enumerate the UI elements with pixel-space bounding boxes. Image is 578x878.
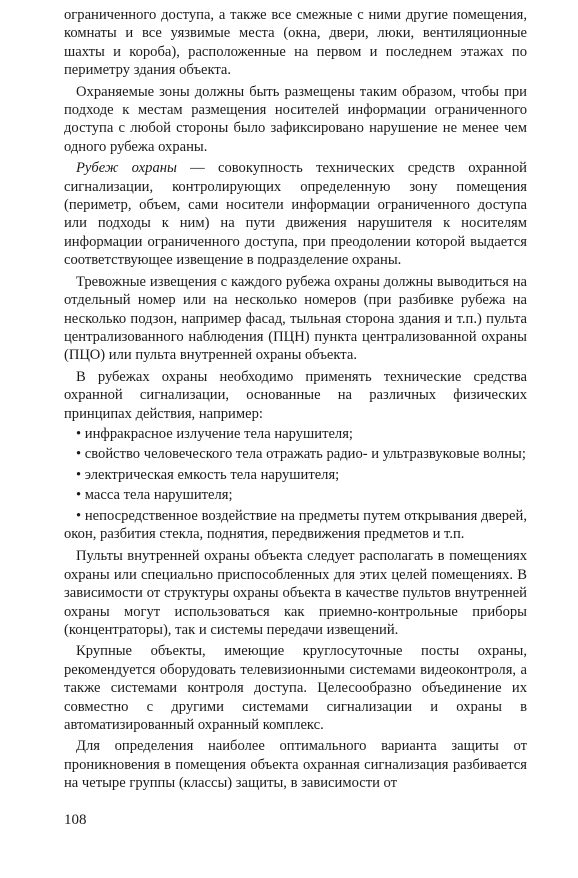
- page-number: 108: [64, 812, 87, 828]
- list-item: • масса тела нарушителя;: [76, 487, 233, 504]
- list-item: • инфракрасное излучение тела нарушителя;: [76, 425, 353, 442]
- list-item: • непосредственное воздействие на предметы путем открывания дверей, окон, разбития стекла, поднятия, передвижения предметов и т.п.: [64, 507, 527, 542]
- list-item: • электрическая емкость тела нарушителя;: [76, 466, 340, 483]
- paragraph-continuation: ограниченного доступа, а также все смежные с ними другие помещения, комнаты и все уязвимые места (окна, двери, люки, вентиляционные шахты и короба), расположенные на первом и последнем этажах по периметру здания объекта.: [64, 7, 527, 79]
- paragraph-physical-principles: В рубежах охраны необходимо применять технические средства охранной сигнализации, основанные на различных физических принципах действия, например:: [64, 368, 527, 422]
- paragraph-large-objects: Крупные объекты, имеющие круглосуточные посты охраны, рекомендуется оборудовать телевизионными системами видеоконтроля, а также системами контроля доступа. Целесообразно объединение их совместно с другими системами сигнализации и охраны в автоматизированный охранный комплекс.: [64, 643, 527, 734]
- document-page: [64, 6, 527, 793]
- paragraph-protection-classes: Для определения наиболее оптимального варианта защиты от проникновения в помещения объекта охранная сигнализация разбивается на четыре группы (классы) защиты, в зависимости от: [64, 738, 527, 792]
- paragraph-protected-zones: Охраняемые зоны должны быть размещены таким образом, чтобы при подходе к местам размещения носителей информации ограниченного доступа с любой стороны было зафиксировано нарушение не менее чем одного рубежа охраны.: [64, 83, 527, 155]
- paragraph-alarm-notifications: Тревожные извещения с каждого рубежа охраны должны выводиться на отдельный номер или на несколько номеров (при разбивке рубежа на несколько подзон, например фасад, тыльная сторона здания и т.п.) пульта централизованного наблюдения (ПЦН) пункта централизованной охраны (ПЦО) или пульта внутренней охраны объекта.: [64, 273, 527, 364]
- list-item: • свойство человеческого тела отражать радио- и ультразвуковые волны;: [76, 446, 526, 463]
- defined-term: Рубеж охраны: [76, 160, 177, 177]
- paragraph-protection-boundary-definition: [64, 159, 527, 269]
- definition-text: — совокупность технических средств охранной сигнализации, контролирующих определенную зону помещения (периметр, объем, сами носители информации ограниченного доступа или подходы к ним) на пути движения нарушителя к носителям информации ограниченного доступа, при преодолении которой выдается соответствующее извещение в подразделение охраны.: [64, 160, 527, 269]
- paragraph-internal-consoles: Пульты внутренней охраны объекта следует располагать в помещениях охраны или специально приспособленных для этих целей помещениях. В зависимости от структуры охраны объекта в качестве пультов внутренней охраны могут использоваться как приемно-контрольные приборы (концентраторы), так и системы передачи извещений.: [64, 548, 527, 638]
